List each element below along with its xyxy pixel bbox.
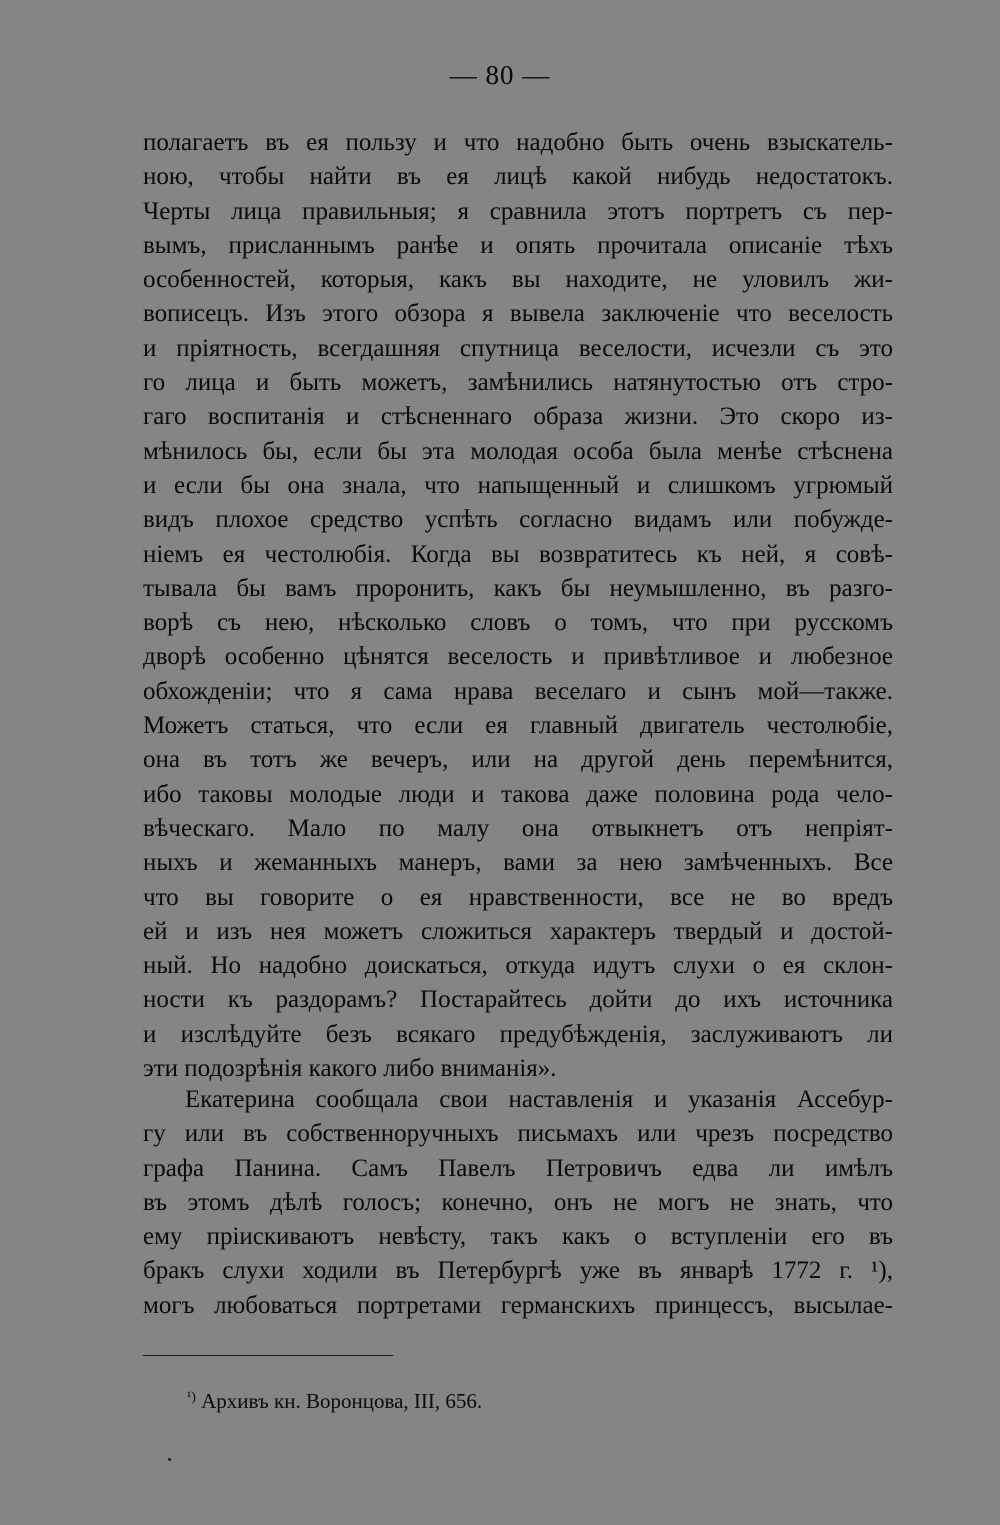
text-line: ныхъ и жеманныхъ манеръ, вами за нею замѣченныхъ. Все [143,849,893,877]
paragraph-1 [143,126,893,1086]
text-line: вѣческаго. Мало по малу она отвыкнетъ отъ непріят- [143,814,893,842]
text-line: особенностей, которыя, какъ вы находите, не уловилъ жи- [143,266,893,294]
text-line: полагаетъ въ ея пользу и что надобно быть очень взыскатель- [143,129,893,156]
text-line: она въ тотъ же вечеръ, или на другой день перемѣнится, [143,746,893,774]
footnote-rule [143,1355,393,1356]
text-line: ною, чтобы найти въ ея лицѣ какой нибудь недостатокъ. [143,163,893,191]
text-line: и если бы она знала, что напыщенный и слишкомъ угрюмый [143,471,893,499]
page-speck [168,1458,171,1461]
text-line: въ этомъ дѣлѣ голосъ; конечно, онъ не могъ не знать, что [143,1188,893,1216]
text-line: тывала бы вамъ проронить, какъ бы неумышленно, въ разго- [143,574,893,602]
text-line: дворѣ особенно цѣнятся веселость и привѣтливое и любезное [143,643,893,671]
text-line: гу или въ собственноручныхъ письмахъ или чрезъ посредство [143,1120,893,1148]
text-line: го лица и быть можетъ, замѣнились натянутостью отъ стро- [143,369,893,397]
footnote-marker: ¹) [187,1390,196,1405]
text-line: могъ любоваться портретами германскихъ принцессъ, высылае- [143,1291,893,1319]
text-line: и изслѣдуйте безъ всякаго предубѣжденія, заслуживаютъ ли [143,1020,893,1048]
text-line: и пріятность, всегдашняя спутница веселости, исчезли съ это [143,334,893,362]
text-line: ніемъ ея честолюбія. Когда вы возвратитесь къ ней, я совѣ- [143,540,893,568]
text-line: гаго воспитанія и стѣсненнаго образа жизни. Это скоро из- [143,403,893,431]
text-line: бракъ слухи ходили въ Петербургѣ уже въ январѣ 1772 г. ¹), [143,1257,893,1285]
text-line: Можетъ статься, что если ея главный двигатель честолюбіе, [143,712,893,740]
text-line: эти подозрѣнія какого либо вниманія». [143,1055,557,1083]
text-line: ности къ раздорамъ? Постарайтесь дойти до ихъ источника [143,986,893,1014]
footnote-text: Архивъ кн. Воронцова, III, 656. [195,1389,483,1413]
text-line: обхожденіи; что я сама нрава веселаго и сынъ мой—также. [143,677,893,705]
text-line: графа Панина. Самъ Павелъ Петровичъ едва ли имѣлъ [143,1154,893,1182]
text-line: видъ плохое средство успѣть согласно видамъ или побужде- [143,506,893,534]
footnote [187,1384,482,1415]
text-line: ибо таковы молодые люди и такова даже половина рода чело- [143,780,893,808]
text-line: ему пріискиваютъ невѣсту, такъ какъ о вступленіи его въ [143,1223,893,1251]
text-line: вописецъ. Изъ этого обзора я вывела заключеніе что веселость [143,300,893,328]
text-line: что вы говорите о ея нравственности, все не во вредъ [143,883,893,911]
text-line: мѣнилось бы, если бы эта молодая особа была менѣе стѣснена [143,437,893,465]
text-line: вымъ, присланнымъ ранѣе и опять прочитала описаніе тѣхъ [143,231,893,259]
text-line: ный. Но надобно доискаться, откуда идутъ слухи о ея склон- [143,952,893,980]
text-line: ей и изъ нея можетъ сложиться характеръ твердый и достой- [143,917,893,945]
text-line: ворѣ съ нею, нѣсколько словъ о томъ, что при русскомъ [143,609,893,637]
paragraph-2 [143,1083,893,1323]
text-line: Черты лица правильныя; я сравнила этотъ портретъ съ пер- [143,197,893,225]
page-number: — 80 — [449,60,551,90]
text-line: Екатерина сообщала свои наставленія и указанія Ассебур- [185,1086,893,1113]
